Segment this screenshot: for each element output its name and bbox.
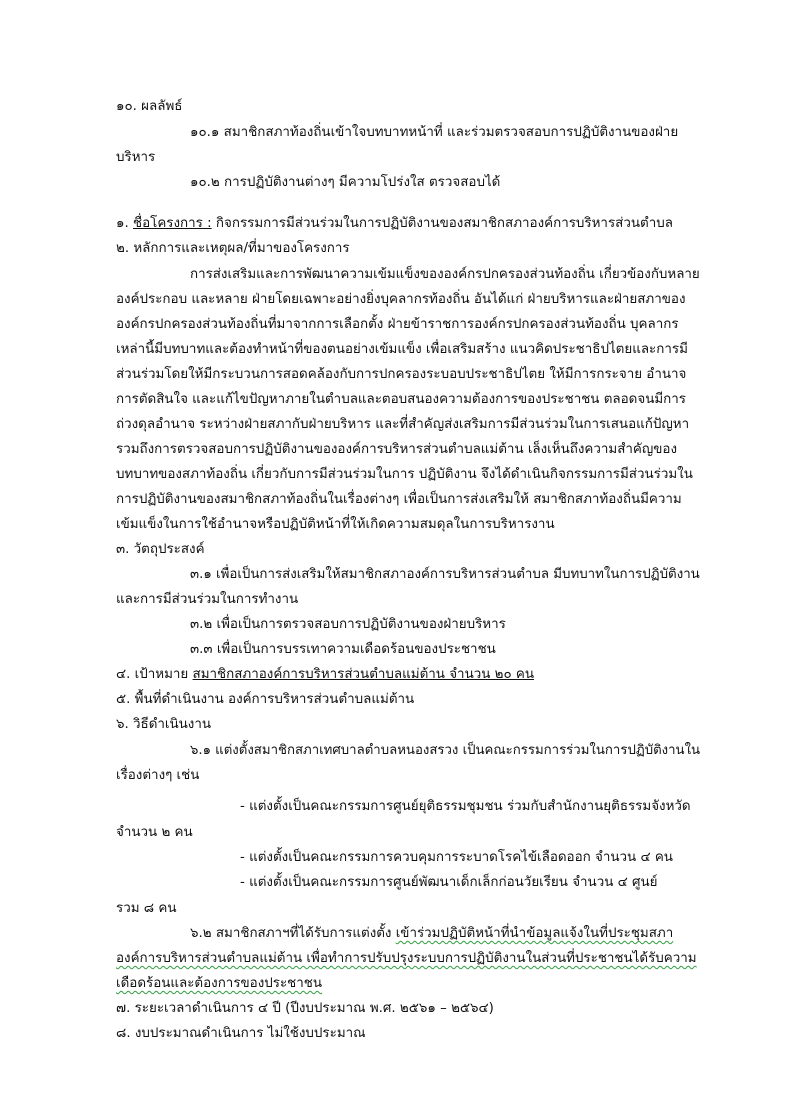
item-10-1-line-1: ๑๐.๑ สมาชิกสภาท้องถิ่นเข้าใจบทบาทหน้าที่ และร่วมตรวจสอบการปฏิบัติงานของฝ่าย <box>190 125 679 140</box>
section-3-heading: ๓. วัตถุประสงค์ <box>116 542 205 557</box>
rationale-line-7: ถ่วงดุลอำนาจ ระหว่างฝ่ายสภากับฝ่ายบริหาร และที่สำคัญส่งเสริมการมีส่วนร่วมในการเสนอแก้ปัญหา <box>116 417 690 432</box>
target-line <box>116 666 534 684</box>
objective-3-1-line-1: ๓.๑ เพื่อเป็นการส่งเสริมให้สมาชิกสภาองค์การบริหารส่วนตำบล มีบทบาทในการปฏิบัติงาน <box>190 567 700 582</box>
method-6-2-underlined: เข้าร่วมปฏิบัติหน้าที่นำข้อมูลแจ้งในที่ประชุมสภา <box>395 926 674 941</box>
target-label: ๔. เป้าหมาย <box>116 667 193 682</box>
method-6-2-line-3: เดือดร้อนและต้องการของประชาชน <box>116 976 322 991</box>
section-6-heading: ๖. วิธีดำเนินงาน <box>116 717 212 732</box>
item-10-2: ๑๐.๒ การปฏิบัติงานต่างๆ มีความโปร่งใส ตรวจสอบได้ <box>190 175 501 190</box>
method-6-2-lead: ๖.๒ สมาชิกสภาฯที่ได้รับการแต่งตั้ง <box>190 926 396 941</box>
target-value: สมาชิกสภาองค์การบริหารส่วนตำบลแม่ต้าน จำนวน ๒๐ คน <box>192 667 535 682</box>
project-name-label: ชื่อโครงการ : <box>133 216 212 231</box>
rationale-line-11: เข้มแข็งในการใช้อำนาจหรือปฏิบัติหน้าที่ให้เกิดความสมดุลในการบริหารงาน <box>116 517 555 532</box>
section-1-number: ๑. <box>116 216 134 231</box>
duration-line: ๗. ระยะเวลาดำเนินการ ๔ ปี (ปีงบประมาณ พ.ศ. ๒๕๖๑ – ๒๕๖๔) <box>116 1001 494 1016</box>
objective-3-2: ๓.๒ เพื่อเป็นการตรวจสอบการปฏิบัติงานของฝ่ายบริหาร <box>190 617 506 632</box>
budget-line: ๘. งบประมาณดำเนินการ ไม่ใช้งบประมาณ <box>116 1026 366 1041</box>
rationale-line-10: การปฏิบัติงานของสมาชิกสภาท้องถิ่นในเรื่องต่างๆ เพื่อเป็นการส่งเสริมให้ สมาชิกสภาท้องถิ่นมีความ <box>116 492 682 507</box>
rationale-line-3: องค์กรปกครองส่วนท้องถิ่นที่มาจากการเลือกตั้ง ฝ่ายข้าราชการองค์กรปกครองส่วนท้องถิ่น บุคลากร <box>116 317 679 332</box>
project-name-value: กิจกรรมการมีส่วนร่วมในการปฏิบัติงานของสมาชิกสภาองค์การบริหารส่วนตำบล <box>211 216 673 231</box>
objective-3-1-line-2: และการมีส่วนร่วมในการทำงาน <box>116 592 299 607</box>
project-name-line <box>116 215 673 233</box>
method-6-1-line-2: เรื่องต่างๆ เช่น <box>116 768 200 783</box>
bullet-justice-center-count: จำนวน ๒ คน <box>116 825 193 840</box>
area-line: ๕. พื้นที่ดำเนินงาน องค์การบริหารส่วนตำบลแม่ต้าน <box>116 692 415 707</box>
bullet-dengue-control: - แต่งตั้งเป็นคณะกรรมการควบคุมการระบาดโรคไข้เลือดออก จำนวน ๔ คน <box>240 850 673 865</box>
rationale-line-9: บทบาทของสภาท้องถิ่น เกี่ยวกับการมีส่วนร่วมในการ ปฏิบัติงาน จึงได้ดำเนินกิจกรรมการมีส่วนร่วมใน <box>116 467 693 482</box>
section-2-heading: ๒. หลักการและเหตุผล/ที่มาของโครงการ <box>116 241 350 256</box>
method-6-2-line-2: องค์การบริหารส่วนตำบลแม่ต้าน เพื่อทำการปรับปรุงระบบการปฏิบัติงานในส่วนที่ประชาชนได้รับความ <box>116 951 697 966</box>
rationale-line-4: เหล่านี้มีบทบาทและต้องทำหน้าที่ของตนอย่างเข้มแข็ง เพื่อเสริมสร้าง แนวคิดประชาธิปไตยและการมี <box>116 342 688 357</box>
rationale-line-8: รวมถึงการตรวจสอบการปฏิบัติงานขององค์การบริหารส่วนตำบลแม่ต้าน เล็งเห็นถึงความสำคัญของ <box>116 442 678 457</box>
item-10-1-line-2: บริหาร <box>116 150 156 165</box>
section-10-heading: ๑๐. ผลลัพธ์ <box>116 99 183 114</box>
rationale-line-6: การตัดสินใจ และแก้ไขปัญหาภายในตำบลและตอบสนองความต้องการของประชาชน ตลอดจนมีการ <box>116 392 686 407</box>
method-6-2-line-1 <box>190 925 673 943</box>
rationale-line-5: ส่วนร่วมโดยให้มีกระบวนการสอดคล้องกับการปกครองระบอบประชาธิปไตย ให้มีการกระจาย อำนาจ <box>116 367 687 382</box>
method-6-1-line-1: ๖.๑ แต่งตั้งสมาชิกสภาเทศบาลตำบลหนองสรวง เป็นคณะกรรมการร่วมในการปฏิบัติงานใน <box>190 743 701 758</box>
total-count: รวม ๘ คน <box>116 901 177 916</box>
rationale-line-2: องค์ประกอบ และหลาย ฝ่ายโดยเฉพาะอย่างยิ่งบุคลากรท้องถิ่น อันได้แก่ ฝ่ายบริหารและฝ่ายสภาของ <box>116 292 686 307</box>
objective-3-3: ๓.๓ เพื่อเป็นการบรรเทาความเดือดร้อนของประชาชน <box>190 642 496 657</box>
bullet-child-development: - แต่งตั้งเป็นคณะกรรมการศูนย์พัฒนาเด็กเล็กก่อนวัยเรียน จำนวน ๔ ศูนย์ <box>240 875 658 890</box>
rationale-line-1: การส่งเสริมและการพัฒนาความเข้มแข็งขององค์กรปกครองส่วนท้องถิ่น เกี่ยวข้องกับหลาย <box>190 267 700 282</box>
bullet-justice-center: - แต่งตั้งเป็นคณะกรรมการศูนย์ยุติธรรมชุมชน ร่วมกับสำนักงานยุติธรรมจังหวัด <box>240 799 691 814</box>
